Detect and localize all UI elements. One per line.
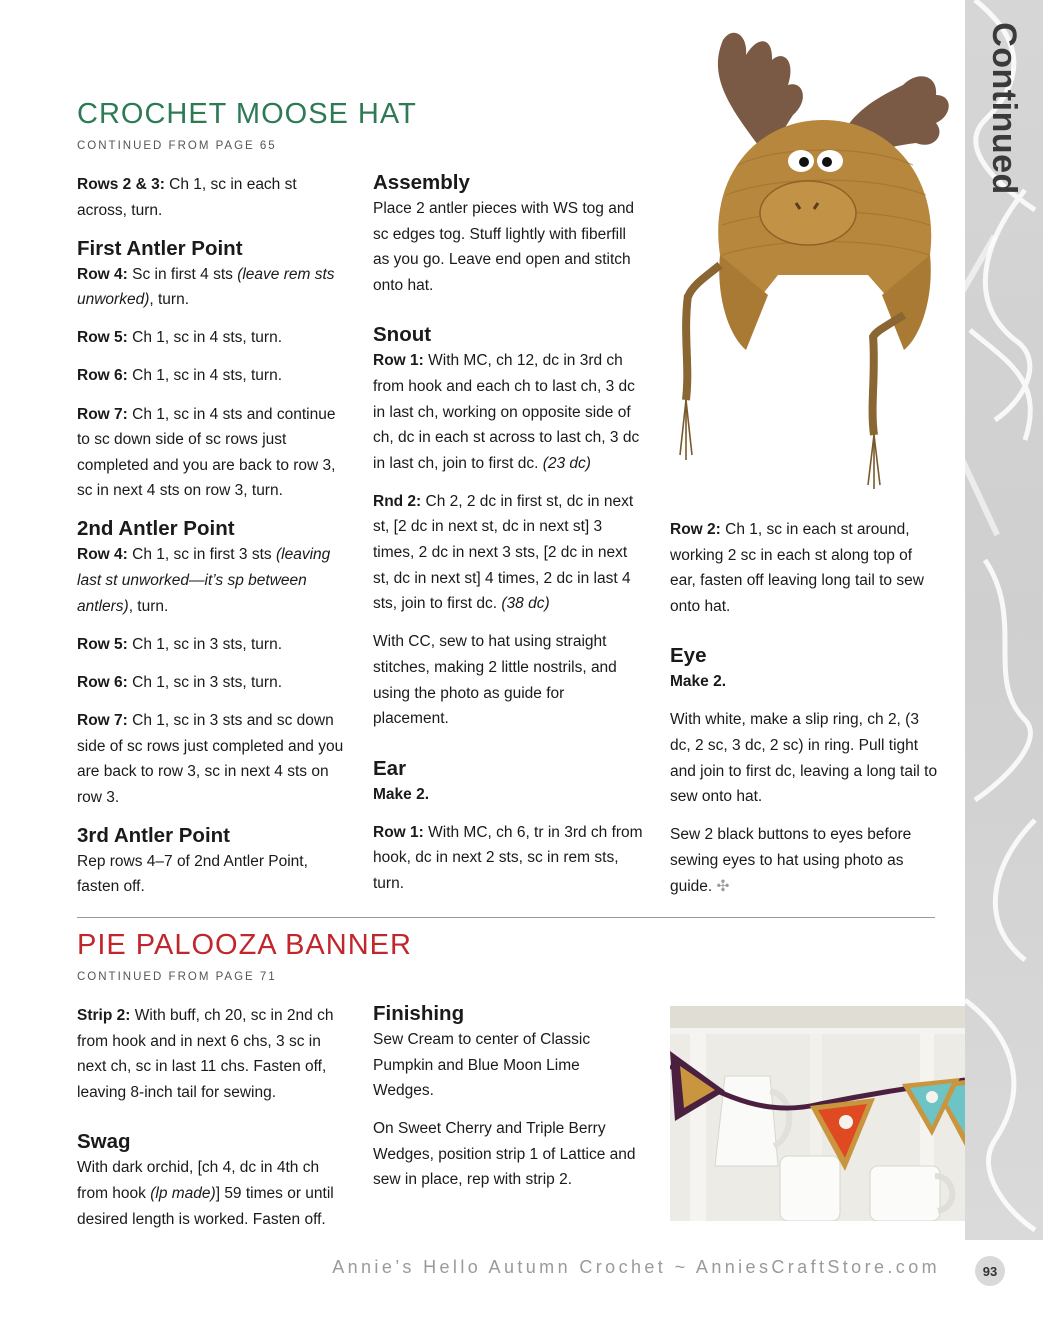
heading-eye: Eye — [670, 644, 707, 668]
pie-banner-photo — [670, 1006, 965, 1221]
heading-ear: Ear — [373, 756, 407, 780]
moose-column-3: Row 2: Ch 1, sc in each st around, working 2 sc in each st along top of ear, fasten off leaving long tail to sew onto hat. Eye Make 2. With white, make a slip ring, ch 2, (3 dc, 2 sc, 3 dc, 2 sc) in ring. Pull tight and join to first dc, leaving a long tail to sew onto hat. Sew 2 black buttons to eyes before sewing eyes to hat using photo as guide. ✣ — [670, 517, 940, 912]
heading-swag: Swag — [77, 1130, 131, 1154]
pie-section-subtitle: CONTINUED FROM PAGE 71 — [77, 971, 277, 983]
side-tab-label: Continued — [984, 21, 1023, 195]
moose-column-1: Rows 2 & 3: Ch 1, sc in each st across, turn. First Antler Point Row 4: Sc in first 4 sts (leave rem sts unworked), turn. Row 5: Ch 1, sc in 4 sts, turn. Row 6: Ch 1, sc in 4 sts, turn. Row 7: Ch 1, sc in 4 sts and continue to sc down side of sc rows just completed and you are back to row 3, sc in next 4 sts on row 3, turn. 2nd Antler Point Row 4: Ch 1, sc in first 3 sts (leaving last st unworked—it’s sp between antlers), turn. Row 5: Ch 1, sc in 3 sts, turn. Row 6: Ch 1, sc in 3 sts, turn. Row 7: Ch 1, sc in 3 sts and sc down side of sc rows just completed and you are back to row 3, sc in next 4 sts on row 3. 3rd Antler Point Rep rows 4–7 of 2nd Antler Point, fasten off. — [77, 172, 347, 912]
moose-section-title: CROCHET MOOSE HAT — [77, 98, 417, 130]
end-mark-icon: ✣ — [716, 877, 730, 895]
moose-column-2: Assembly Place 2 antler pieces with WS tog and sc edges tog. Stuff lightly with fiberfill as you go. Leave end open and stitch onto hat. Snout Row 1: With MC, ch 12, dc in 3rd ch from hook and each ch to last ch, 3 dc in last ch, working on opposite side of ch, dc in each st across to last ch, 3 dc in last ch, join to first dc. (23 dc) Rnd 2: Ch 2, 2 dc in first st, dc in next st, [2 dc in next st, dc in next st] 3 times, 2 dc in next 3 sts, [2 dc in next st, dc in next st] 4 times, 2 dc in last 4 sts, join to first dc. (38 dc) With CC, sew to hat using straight stitches, making 2 little nostrils, and using the photo as guide for placement. Ear Make 2. Row 1: With MC, ch 6, tr in 3rd ch from hook, dc in next 2 sts, sc in rem sts, turn. — [373, 171, 643, 892]
moose-hat-photo — [668, 15, 963, 500]
heading-second-antler-point: 2nd Antler Point — [77, 517, 235, 541]
heading-first-antler-point: First Antler Point — [77, 236, 243, 260]
side-tab-continued — [966, 21, 1040, 195]
footer-text: Annie’s Hello Autumn Crochet ~ AnniesCraftStore.com — [332, 1257, 940, 1277]
page-number: 93 — [975, 1256, 1005, 1286]
heading-finishing: Finishing — [373, 1002, 465, 1025]
moose-section-subtitle: CONTINUED FROM PAGE 65 — [77, 140, 277, 152]
heading-third-antler-point: 3rd Antler Point — [77, 823, 230, 847]
pie-column-1: Strip 2: With buff, ch 20, sc in 2nd ch from hook and in next 6 chs, 3 sc in next ch, sc in last 11 chs. Fasten off, leaving 8-inch tail for sewing. Swag With dark orchid, [ch 4, dc in 4th ch from hook (lp made)] 59 times or until desired length is worked. Fasten off. — [77, 1003, 347, 1245]
heading-snout: Snout — [373, 323, 432, 347]
pie-section-title: PIE PALOOZA BANNER — [77, 929, 412, 961]
pie-column-2: Finishing Sew Cream to center of Classic Pumpkin and Blue Moon Lime Wedges. On Sweet Cherry and Triple Berry Wedges, position strip 1 of Lattice and sew in place, rep with strip 2. — [373, 1001, 643, 1206]
heading-assembly: Assembly — [373, 171, 470, 194]
section-divider — [77, 917, 935, 918]
